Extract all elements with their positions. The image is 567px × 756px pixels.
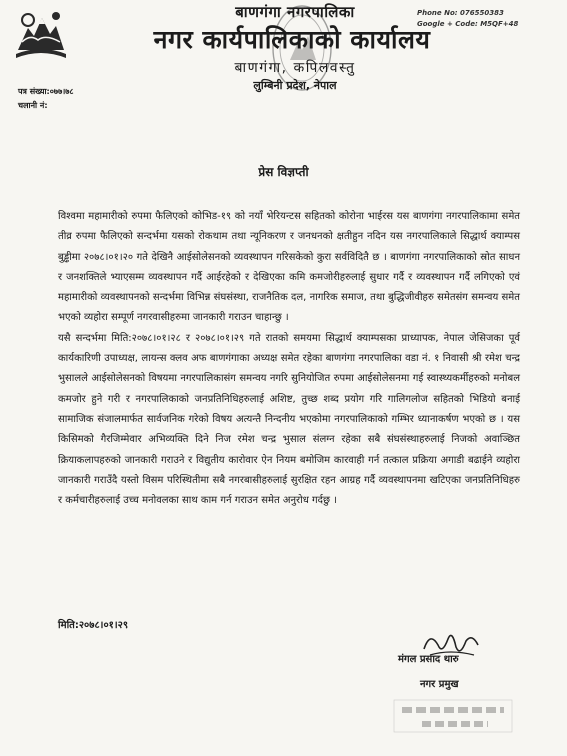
office-address: बाणगंगा, कपिलवस्तु: [234, 60, 356, 76]
signatory-name: मंगल प्रसाद थारु: [398, 654, 459, 665]
reference-number: पत्र संख्या:०७७।७८: [18, 87, 74, 96]
office-province: लुम्बिनी प्रदेश, नेपाल: [253, 79, 337, 92]
document-body: [58, 207, 520, 511]
body-paragraph: विश्वमा महामारीको रुपमा फैलिएको कोभिड-१९ को नयाँ भेरियन्टस सहितको कोरोना भाईरस यस बाणगंगा नगरपालिकामा समेत तीव्र रुपमा फैलिएको सन्दर्भमा यसको रोकथाम तथा न्यूनिकरण र जनधनको क्षतीहुन नदिन यस नगरपालिकाले सिद्धार्थ क्याम्पस बुड्ढीमा २०७८।०१।२० गते देखिनै आईसोलेसनको व्यवस्थापन गरिसकेको कुरा सर्वविदितै छ । बाणगंगा नगरपालिकाको स्रोत साधन र जनशक्तिले भ्याएसम्म व्यवस्थापन गर्दै आईरहेको र देखिएका कमि कमजोरीहरुलाई सुधार गर्दै र व्यवस्थापन गर्दै लगिएको एवं महामारीको व्यवस्थापनको सन्दर्भमा विभिन्न संघसंस्था, राजनैतिक दल, नागरिक समाज, तथा बुद्धिजीवीहरु समेतसंग समन्वय समेत भएको व्यहोरा सम्पूर्ण नगरवासीहरुमा जानकारी गराउन चाहान्छु ।: [58, 211, 520, 324]
document-date: मिति:२०७८।०१।२९: [58, 620, 129, 631]
dispatch-number: चलानी नं:: [18, 101, 48, 110]
signatory-designation: नगर प्रमुख: [420, 679, 459, 690]
municipality-name: बाणगंगा नगरपालिका: [235, 3, 355, 21]
name-stamp-icon: [392, 698, 514, 734]
document-title: प्रेस विज्ञप्ती: [258, 165, 309, 179]
body-paragraph: यसै सन्दर्भमा मिति:२०७८।०१।२८ र २०७८।०१।२९ गते रातको समयमा सिद्धार्थ क्याम्पसका प्राध्यापक, नेपाल जेसिजका पूर्व कार्यकारिणी उपाध्यक्ष, लायन्स क्लव अफ बाणगंगाका अध्यक्ष समेत रहेका बाणगंगा नगरपालिका वडा नं. १ निवासी श्री रमेश चन्द्र भुसालले आईसोलेसनको विषयमा नगरपालिकासंग समन्वय नगरि सुनियोजित रुपमा आईसोलेसनमा गई स्वास्थ्यकर्मीहरुको मनोबल कमजोर हुने गरी र नगरपालिकाको जनप्रतिनिधिहरुलाई अशिष्ट, तुच्छ शब्द प्रयोग गरि गालिगलोज सहितको भिडियो बनाई सामाजिक संजालमार्फत सार्वजनिक गरेको विषय अत्यन्तै निन्दनीय भएकोमा नगरपालिकाको गम्भिर ध्यानाकर्षण भएको छ । यस किसिमको गैरजिम्मेवार अभिव्यक्ति दिने निज रमेश चन्द्र भुसाल संलग्न रहेका सबै संघसंस्थाहरुलाई निजको अवाञ्छित क्रियाकलापहरुको जानकारी गराउने र विद्युतीय कारोवार ऐन नियम बमोजिम कारवाही गर्न तत्काल प्रक्रिया अगाडी बढाईने व्यहोरा जानकारी गराउँदै यस्तो विसम परिस्थितीमा सबै नगरबासीहरुलाई सुरक्षित रहन आग्रह गर्दै व्यवस्थापनमा खटिएका जनप्रतिनिधिहरु र कर्मचारीहरुलाई उच्च मनोवलका साथ काम गर्न गराउन समेत अनुरोध गर्दछु ।: [58, 332, 520, 507]
phone-number: Phone No: 076550383: [417, 9, 504, 17]
plus-code: Google + Code: M5QF+48: [417, 20, 519, 28]
office-name: नगर कार्यपालिकाको कार्यालय: [153, 25, 431, 54]
nepal-emblem-icon: [12, 4, 70, 62]
